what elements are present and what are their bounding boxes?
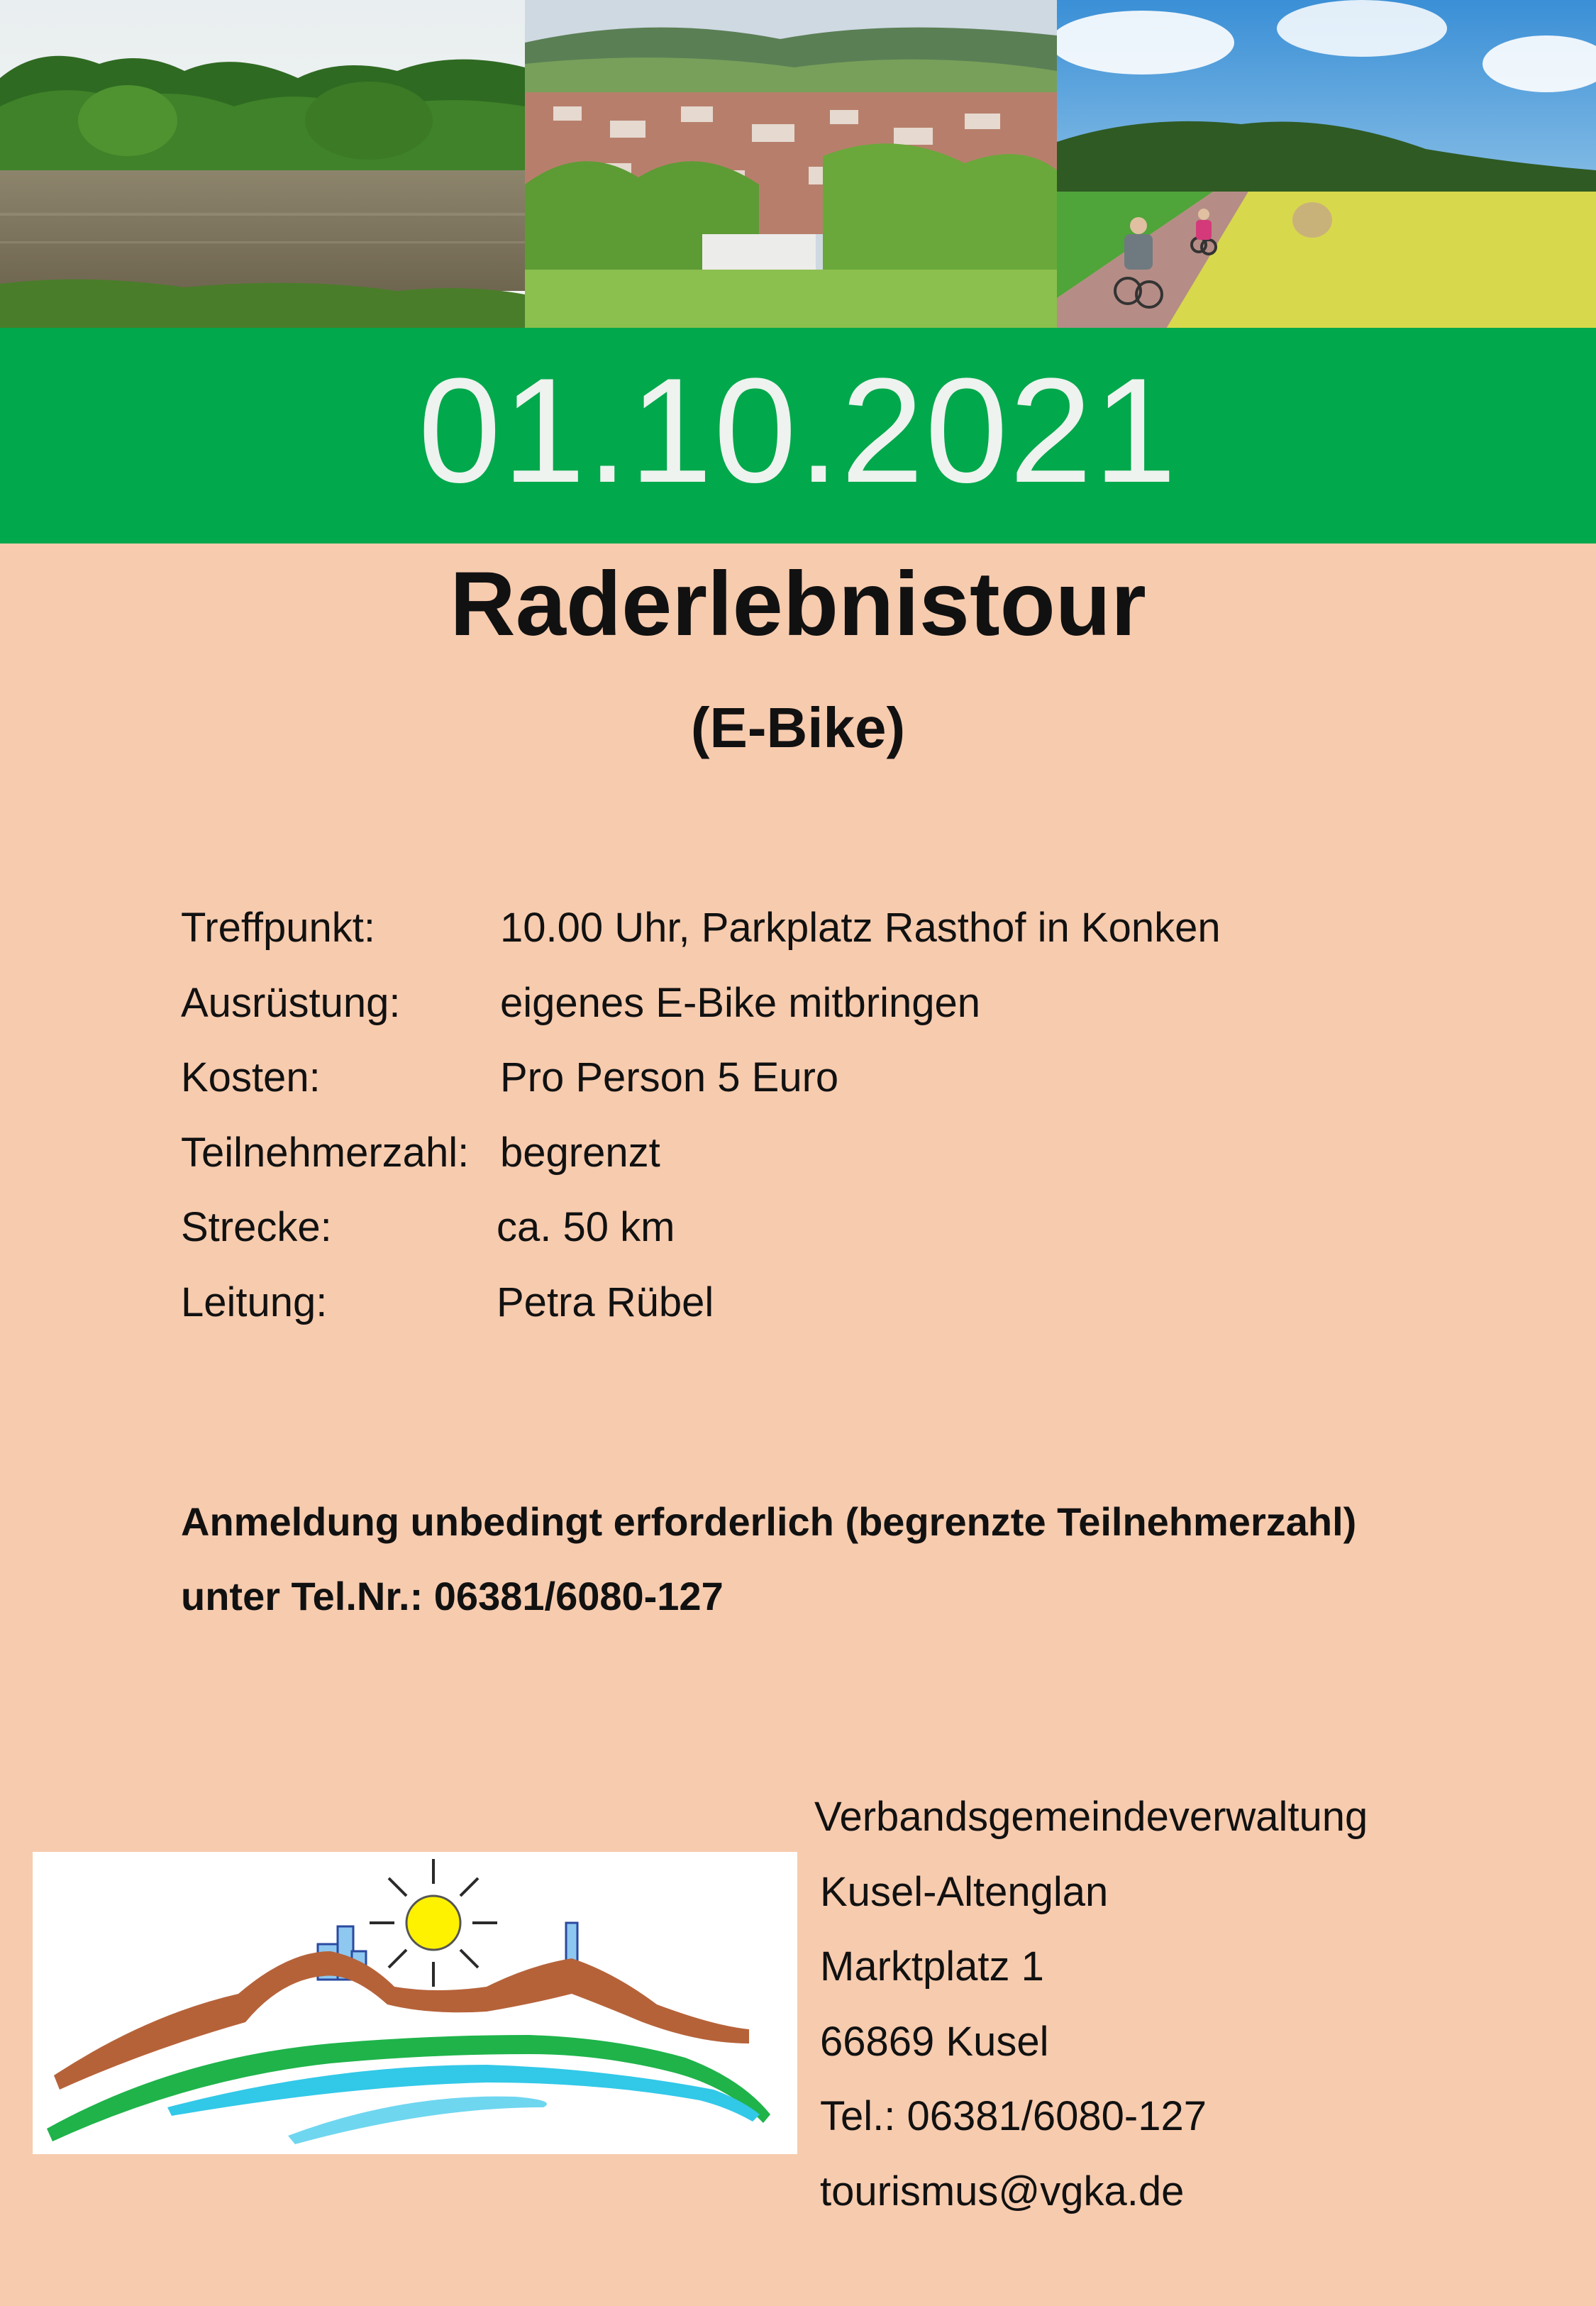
event-title: Raderlebnistour xyxy=(450,553,1146,655)
detail-label: Strecke: xyxy=(181,1204,332,1250)
photo-strip xyxy=(0,0,1596,333)
detail-row-strecke xyxy=(181,1190,1529,1265)
date-banner xyxy=(0,328,1596,544)
contact-phone: Tel.: 06381/6080-127 xyxy=(820,2093,1207,2139)
contact-org: Verbandsgemeindeverwaltung xyxy=(814,1794,1368,1840)
detail-label: Kosten: xyxy=(181,1054,321,1100)
detail-value: begrenzt xyxy=(500,1129,660,1176)
detail-label: Leitung: xyxy=(181,1279,328,1325)
contact-name: Kusel-Altenglan xyxy=(820,1868,1109,1915)
detail-value: Pro Person 5 Euro xyxy=(500,1054,839,1100)
contact-city: 66869 Kusel xyxy=(820,2018,1049,2065)
detail-row-leitung xyxy=(181,1265,1529,1340)
detail-value: 10.00 Uhr, Parkplatz Rasthof in Konken xyxy=(500,905,1221,951)
detail-row-treffpunkt xyxy=(181,890,1529,966)
landscape-sun-logo xyxy=(33,1852,797,2154)
detail-label: Ausrüstung: xyxy=(181,979,401,1026)
event-subtitle: (E-Bike) xyxy=(690,696,906,759)
detail-row-ausruestung xyxy=(181,966,1529,1041)
contact-street: Marktplatz 1 xyxy=(820,1943,1044,1990)
event-date: 01.10.2021 xyxy=(418,347,1178,514)
detail-label: Teilnehmerzahl: xyxy=(181,1129,470,1176)
detail-row-teilnehmerzahl xyxy=(181,1115,1529,1191)
detail-label: Treffpunkt: xyxy=(181,905,376,951)
cyclists-photo xyxy=(1057,0,1596,333)
village-photo xyxy=(525,0,1057,333)
contact-email[interactable]: tourismus@vgka.de xyxy=(820,2168,1185,2214)
detail-row-kosten xyxy=(181,1040,1529,1115)
detail-value: ca. 50 km xyxy=(497,1204,675,1250)
lake-photo xyxy=(0,0,525,333)
registration-phone: unter Tel.Nr.: 06381/6080-127 xyxy=(181,1574,724,1618)
region-logo xyxy=(33,1852,797,2154)
contact-address xyxy=(814,1780,1368,2229)
event-details xyxy=(181,890,1529,1340)
detail-value: eigenes E-Bike mitbringen xyxy=(500,979,981,1026)
registration-notice xyxy=(181,1484,1564,1633)
detail-value: Petra Rübel xyxy=(497,1279,714,1325)
registration-line: Anmeldung unbedingt erforderlich (begrenzte Teilnehmerzahl) xyxy=(181,1499,1357,1544)
